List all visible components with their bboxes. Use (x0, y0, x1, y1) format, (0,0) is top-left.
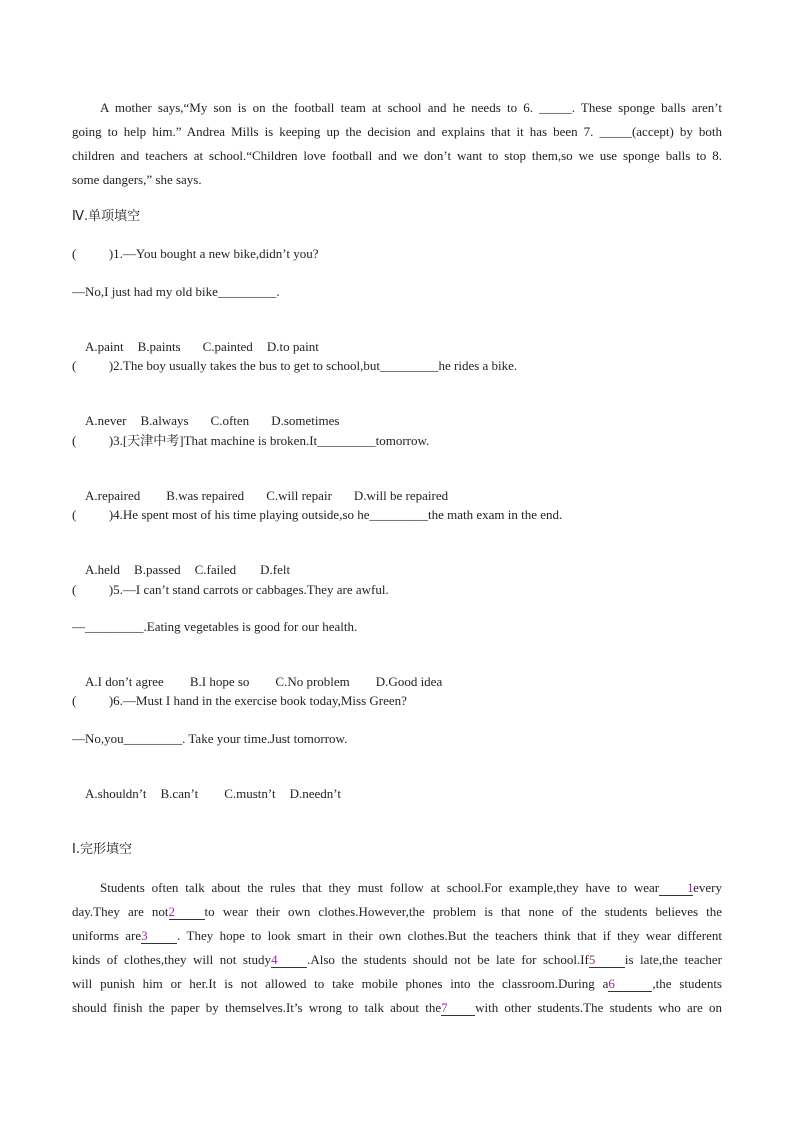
question-5-stem: ( )5.—I can’t stand carrots or cabbages.They are awful. (72, 582, 389, 597)
question-1-reply: —No,I just had my old bike_________. (72, 284, 280, 299)
cloze-text: day.They are not (72, 904, 169, 919)
cloze-blank-1[interactable]: 1 (659, 881, 693, 896)
option[interactable]: C.painted (202, 339, 253, 354)
option[interactable]: B.always (140, 413, 189, 428)
cloze-passage (72, 876, 722, 1020)
section-heading-cloze: Ⅰ.完形填空 (72, 842, 132, 857)
cloze-text: .Also the students should not be late for school.If (307, 952, 589, 967)
option[interactable]: B.passed (134, 562, 181, 577)
option[interactable]: D.felt (260, 562, 291, 577)
question-6-stem: ( )6.—Must I hand in the exercise book today,Miss Green? (72, 693, 407, 708)
option[interactable]: C.will repair (266, 488, 332, 503)
question-4-stem: ( )4.He spent most of his time playing outside,so he_________the math exam in the end. (72, 507, 563, 522)
passage-line: A mother says,“My son is on the football team at school and he needs to 6. _____. These sponge balls aren’t (100, 100, 722, 115)
option[interactable]: B.paints (137, 339, 181, 354)
option[interactable]: B.I hope so (189, 674, 250, 689)
option[interactable]: D.to paint (266, 339, 319, 354)
question-5-reply: —_________.Eating vegetables is good for our health. (72, 619, 358, 634)
passage-line: going to help him.” Andrea Mills is keeping up the decision and explains that it has been 7. _____(accept) by both (72, 124, 722, 139)
option[interactable]: C.failed (194, 562, 237, 577)
question-2-stem: ( )2.The boy usually takes the bus to get to school,but_________he rides a bike. (72, 358, 518, 373)
cloze-line (72, 924, 722, 948)
option[interactable]: C.No problem (275, 674, 350, 689)
cloze-line (72, 996, 722, 1020)
section-heading-single-choice: Ⅳ.单项填空 (72, 209, 141, 224)
option[interactable]: A.never (85, 413, 127, 428)
cloze-text: kinds of clothes,they will not study (72, 952, 272, 967)
cloze-text: . They hope to look smart in their own clothes.But the teachers think that if they wear different (177, 928, 722, 943)
option[interactable]: B.can’t (160, 786, 199, 801)
cloze-text: with other students.The students who are on (475, 1000, 723, 1015)
passage-line: some dangers,” she says. (72, 172, 202, 187)
question-6-reply: —No,you_________. Take your time.Just tomorrow. (72, 731, 348, 746)
cloze-blank-3[interactable]: 3 (141, 929, 177, 944)
cloze-blank-5[interactable]: 5 (589, 953, 625, 968)
cloze-line (72, 900, 722, 924)
passage-line: children and teachers at school.“Children love football and we don’t want to stop them,so we use sponge balls to 8. (72, 148, 722, 163)
cloze-text: should finish the paper by themselves.It’s wrong to talk about the (72, 1000, 442, 1015)
cloze-line (72, 876, 722, 900)
option[interactable]: A.I don’t agree (85, 674, 164, 689)
option[interactable]: A.repaired (85, 488, 141, 503)
cloze-line (72, 972, 722, 996)
cloze-blank-6[interactable]: 6 (608, 977, 652, 992)
option[interactable]: B.was repaired (166, 488, 245, 503)
cloze-blank-7[interactable]: 7 (441, 1001, 475, 1016)
option[interactable]: A.shouldn’t (85, 786, 147, 801)
cloze-text: is late,the teacher (624, 952, 722, 967)
option[interactable]: C.often (210, 413, 250, 428)
cloze-blank-2[interactable]: 2 (169, 905, 205, 920)
option[interactable]: D.will be repaired (353, 488, 449, 503)
cloze-text: Students often talk about the rules that they must follow at school.For example,they have to wear (100, 880, 660, 895)
question-6-options (72, 767, 355, 821)
question-1-stem: ( )1.—You bought a new bike,didn’t you? (72, 246, 319, 261)
option[interactable]: D.needn’t (289, 786, 341, 801)
option[interactable]: D.sometimes (271, 413, 340, 428)
reading-passage (72, 96, 722, 192)
cloze-text: will punish him or her.It is not allowed to take mobile phones into the classroom.During a (72, 976, 609, 991)
cloze-text: uniforms are (72, 928, 142, 943)
option[interactable]: A.held (85, 562, 121, 577)
option[interactable]: A.paint (85, 339, 124, 354)
cloze-text: to wear their own clothes.However,the problem is that none of the students believes the (204, 904, 722, 919)
cloze-line (72, 948, 722, 972)
cloze-blank-4[interactable]: 4 (271, 953, 307, 968)
question-3-stem: ( )3.[天津中考]That machine is broken.It_________tomorrow. (72, 433, 430, 448)
cloze-text: every (693, 880, 722, 895)
cloze-text: ,the students (652, 976, 722, 991)
option[interactable]: D.Good idea (375, 674, 443, 689)
option[interactable]: C.mustn’t (224, 786, 276, 801)
